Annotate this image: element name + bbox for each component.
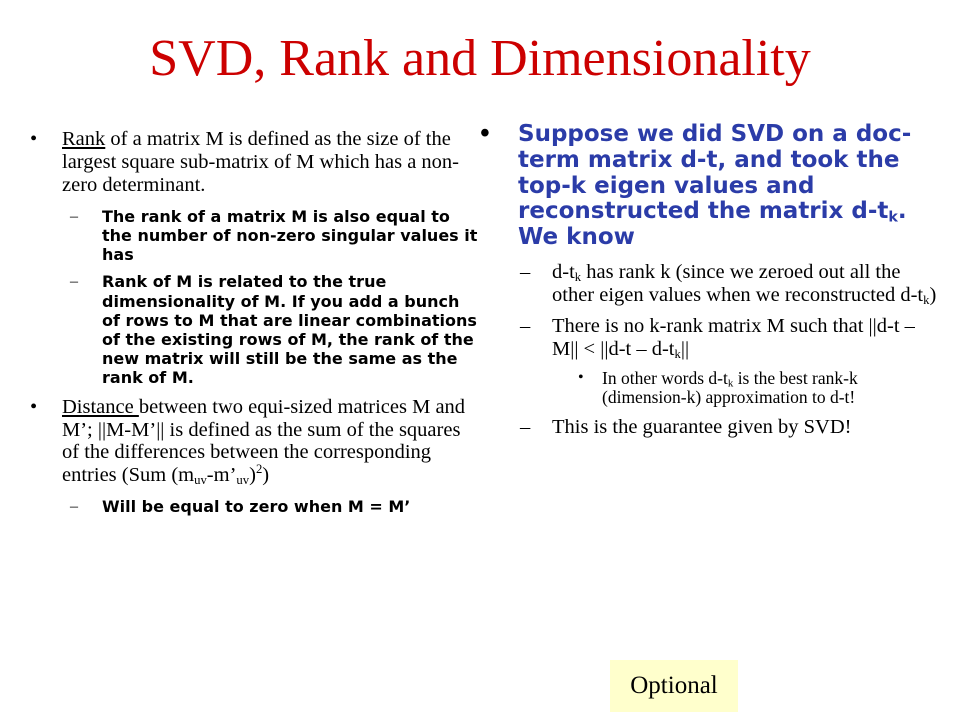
rank-term: Rank [62, 128, 106, 150]
left-column [30, 128, 482, 525]
right-column [480, 118, 940, 447]
text: has rank k (since we zeroed out all the other eigen values when we reconstructed d-t [552, 260, 924, 306]
superscript: 2 [255, 462, 263, 477]
distance-definition: -m’ [206, 464, 237, 487]
text: In other words d-t [602, 367, 728, 388]
subscript: k [674, 346, 681, 361]
text: There is no k-rank matrix M such that ||d-t –M|| < ||d-t – d-t [552, 314, 915, 360]
distance-definition: ) [249, 464, 256, 487]
sub-bullet-text: Rank of M is related to the true dimensionality of M. If you add a bunch of rows to M that are linear combinations of the existing rows of M, the rank of the new matrix will still be the same as the rank of M. [102, 272, 477, 388]
dash-marker: – [520, 260, 531, 283]
bullet-marker: • [30, 395, 38, 418]
sub-bullet-text: The rank of a matrix M is also equal to the number of non-zero singular values it has [102, 206, 478, 265]
dash-marker: – [70, 207, 78, 225]
sub-bullet-singular-values [30, 207, 482, 265]
distance-definition: ) [262, 464, 270, 487]
dash-marker: – [520, 415, 531, 438]
main-text: . We know [518, 198, 907, 250]
text: is the best rank-k (dimension-k) approximation to d-t! [602, 367, 858, 408]
slide-title: SVD, Rank and Dimensionality [149, 30, 811, 87]
distance-definition: between two equi-sized matrices M and M’; ||M-M’|| is defined as the sum of the squares of the differences between the corresponding entries (Sum (m [62, 395, 466, 487]
subscript: uv [194, 473, 207, 488]
sub-bullet-dimensionality [30, 272, 482, 387]
sub-sub-bullet-best-approx [480, 369, 940, 408]
text: This is the guarantee given by SVD! [552, 415, 852, 438]
text: ) [929, 283, 937, 306]
subscript: k [888, 209, 898, 226]
rank-definition: of a matrix M is defined as the size of the largest square sub-matrix of M which has a non-zero determinant. [62, 128, 459, 196]
sub-bullet-rank-k [480, 261, 940, 307]
optional-label: Optional [610, 660, 738, 712]
bullet-marker: • [578, 368, 584, 386]
dash-marker: – [520, 314, 531, 337]
subscript: uv [236, 473, 250, 488]
subscript: k [923, 292, 930, 307]
bullet-rank [30, 128, 482, 197]
bullet-marker: • [480, 118, 490, 149]
subscript: k [727, 377, 734, 390]
bullet-distance [30, 396, 482, 488]
text: || [680, 337, 690, 360]
bullet-marker: • [30, 128, 38, 150]
sub-bullet-guarantee [480, 416, 940, 439]
subscript: k [574, 269, 582, 284]
dash-marker: – [70, 498, 78, 516]
dash-marker: – [70, 273, 78, 291]
main-text: Suppose we did SVD on a doc-term matrix d-t, and took the top-k eigen values and reconstructed the matrix d-t [518, 121, 912, 225]
sub-bullet-text: Will be equal to zero when M = M’ [102, 497, 411, 517]
sub-bullet-no-k-rank [480, 315, 940, 361]
bullet-svd-suppose [480, 118, 940, 251]
sub-bullet-equal-zero [30, 497, 482, 516]
text: d-t [552, 260, 575, 283]
distance-term: Distance [62, 395, 139, 418]
